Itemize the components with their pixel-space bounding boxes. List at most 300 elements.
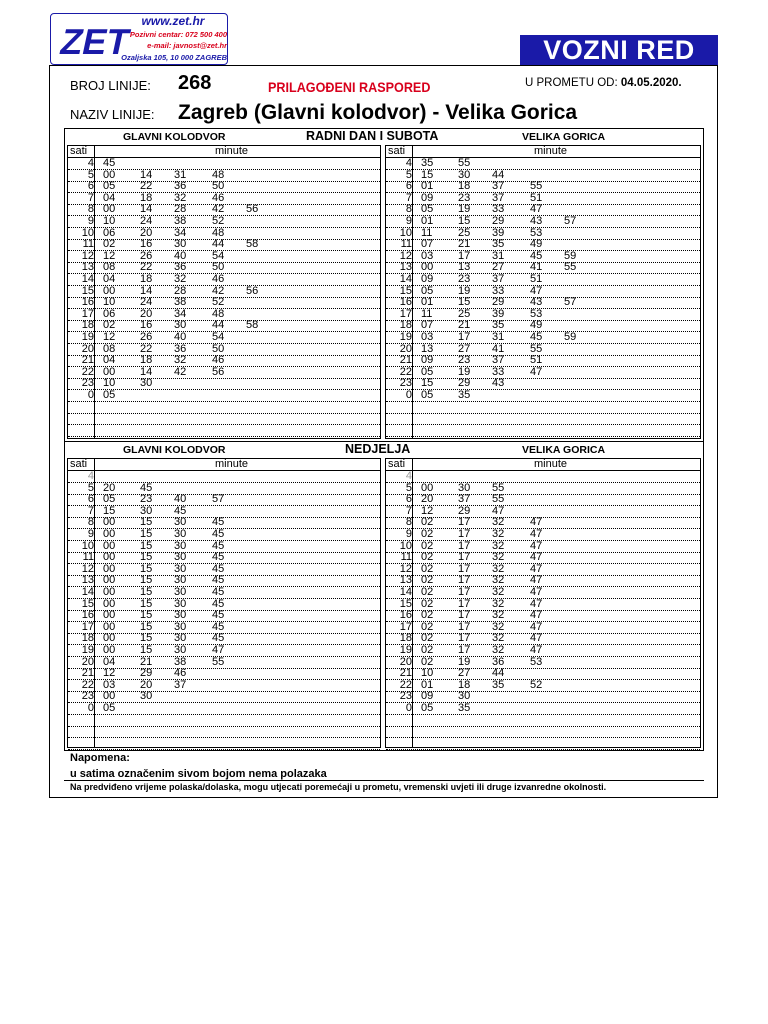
hour-cell: 15 [399, 597, 412, 610]
minute-cell: 09 [421, 354, 434, 367]
minute-cell: 56 [212, 365, 225, 378]
minute-cell: 00 [421, 261, 434, 274]
minute-cell: 30 [174, 620, 187, 633]
minute-cell: 55 [492, 481, 505, 494]
minute-cell: 12 [421, 504, 434, 517]
svg-text:ZET: ZET [56, 21, 134, 62]
minute-cell: 45 [174, 504, 187, 517]
hour-cell: 22 [81, 678, 94, 691]
minute-cell: 22 [140, 180, 153, 193]
minute-cell: 55 [530, 180, 543, 193]
minute-cell: 43 [530, 296, 543, 309]
minute-cell: 00 [103, 284, 116, 297]
hour-cell: 19 [81, 644, 94, 656]
minute-cell: 44 [492, 168, 505, 181]
timetable-row [386, 657, 700, 669]
sunday-title: NEDJELJA [345, 442, 411, 456]
minute-cell: 02 [421, 586, 434, 598]
minute-cell: 15 [140, 597, 153, 610]
minute-cell: 44 [212, 319, 225, 332]
minute-cell: 02 [421, 516, 434, 529]
hour-cell: 15 [81, 284, 94, 297]
minute-cell: 05 [421, 389, 434, 401]
minute-cell: 15 [140, 574, 153, 587]
minutes-column-header: minute [215, 458, 249, 470]
minute-cell: 11 [421, 226, 433, 239]
minute-cell: 33 [492, 365, 505, 378]
timetable-row [386, 575, 700, 587]
minute-cell: 00 [103, 551, 116, 564]
document-title: VOZNI RED [520, 35, 718, 65]
hour-cell: 5 [87, 168, 94, 181]
timetable-row [386, 622, 700, 634]
minute-cell: 55 [212, 655, 225, 668]
minute-cell: 31 [492, 249, 505, 262]
minute-cell: 36 [492, 655, 505, 668]
minute-cell: 45 [103, 157, 116, 169]
minute-cell: 01 [421, 215, 434, 227]
timetable-row [386, 413, 700, 425]
hour-cell: 14 [81, 273, 94, 285]
minute-cell: 22 [140, 261, 153, 274]
timetable-row [386, 517, 700, 529]
minute-cell: 47 [530, 203, 543, 216]
minute-cell: 54 [212, 249, 225, 262]
minute-cell: 46 [212, 273, 225, 285]
minute-cell: 41 [530, 261, 543, 274]
minute-cell: 17 [458, 609, 471, 622]
email-contact[interactable]: e-mail: javnost@zet.hr [147, 41, 227, 50]
minute-cell: 57 [564, 296, 577, 309]
timetable-row [68, 715, 380, 727]
minute-cell: 45 [530, 331, 543, 343]
hour-cell: 14 [399, 586, 412, 598]
hour-cell: 21 [399, 667, 412, 680]
minute-cell: 15 [140, 609, 153, 622]
hour-cell: 5 [405, 481, 412, 494]
hour-cell: 14 [399, 273, 412, 285]
timetable-row [68, 413, 380, 425]
minute-cell: 29 [492, 296, 505, 309]
timetable-row [386, 228, 700, 240]
minute-cell: 23 [458, 273, 471, 285]
minute-cell: 30 [174, 319, 187, 332]
call-center: Pozivni centar: 072 500 400 [129, 30, 227, 39]
hour-cell: 7 [87, 504, 94, 517]
timetable-row [386, 715, 700, 727]
hour-cell: 0 [405, 702, 412, 714]
minute-cell: 15 [140, 632, 153, 645]
minute-cell: 34 [174, 226, 187, 239]
minute-cell: 30 [458, 481, 471, 494]
minute-cell: 50 [212, 261, 225, 274]
minute-cell: 01 [421, 180, 434, 193]
minute-cell: 15 [458, 215, 471, 227]
minute-cell: 05 [103, 702, 116, 714]
minute-cell: 44 [492, 667, 505, 680]
weekday-right-stop: VELIKA GORICA [522, 131, 606, 143]
minute-cell: 18 [140, 191, 153, 204]
minute-cell: 47 [530, 574, 543, 587]
hour-cell: 12 [399, 249, 412, 262]
minute-cell: 21 [458, 238, 471, 251]
hours-column-header: sati [70, 458, 88, 470]
minute-cell: 30 [140, 504, 153, 517]
hours-column-header: sati [388, 458, 406, 470]
sunday-velika-timetable [385, 458, 701, 748]
minute-cell: 17 [458, 632, 471, 645]
hour-cell: 20 [399, 342, 412, 355]
hours-column-header: sati [388, 145, 406, 157]
minute-cell: 10 [103, 215, 116, 227]
minute-cell: 09 [421, 690, 434, 703]
minute-cell: 20 [103, 481, 116, 494]
timetable-row [386, 158, 700, 170]
minute-cell: 42 [212, 203, 225, 216]
timetable-row [386, 552, 700, 564]
minute-cell: 06 [103, 307, 116, 320]
hour-cell: 23 [399, 377, 412, 390]
minute-cell: 31 [492, 331, 505, 343]
minute-cell: 37 [174, 678, 187, 691]
timetable-row [386, 738, 700, 750]
minute-cell: 01 [421, 678, 434, 691]
minute-cell: 30 [174, 562, 187, 575]
hour-cell: 16 [81, 296, 94, 309]
website-url[interactable]: www.zet.hr [141, 14, 205, 28]
minute-cell: 14 [140, 168, 153, 181]
minute-cell: 57 [212, 493, 225, 506]
minute-cell: 00 [103, 690, 116, 703]
minute-cell: 02 [421, 655, 434, 668]
minute-cell: 55 [564, 261, 577, 274]
hour-cell: 6 [87, 180, 94, 193]
timetable-row [386, 610, 700, 622]
minute-cell: 00 [103, 203, 116, 216]
minute-cell: 02 [421, 620, 434, 633]
minute-cell: 32 [492, 609, 505, 622]
minute-cell: 27 [458, 667, 471, 680]
minute-cell: 05 [421, 702, 434, 714]
minute-cell: 45 [212, 539, 225, 552]
timetable-row [386, 170, 700, 182]
hour-cell: 4 [87, 157, 94, 169]
timetable-row [386, 309, 700, 321]
minute-cell: 35 [421, 157, 434, 169]
minute-cell: 47 [530, 516, 543, 529]
minute-cell: 10 [103, 296, 116, 309]
minute-cell: 00 [103, 586, 116, 598]
hour-cell: 11 [400, 551, 412, 564]
timetable-row [386, 297, 700, 309]
minute-cell: 25 [458, 307, 471, 320]
minute-cell: 58 [246, 319, 259, 332]
hour-cell: 6 [405, 493, 412, 506]
line-number: 268 [178, 72, 212, 94]
disclaimer: Na predviđeno vrijeme polaska/dolaska, mogu utjecati poremećaji u prometu, vremenski uvjeti ili druge izvanredne okolnosti. [70, 782, 607, 792]
minute-cell: 57 [564, 215, 577, 227]
minute-cell: 31 [174, 168, 187, 181]
minute-cell: 47 [530, 644, 543, 656]
minute-cell: 45 [212, 620, 225, 633]
sunday-glavni-timetable [67, 458, 381, 748]
minute-cell: 52 [212, 215, 225, 227]
minute-cell: 14 [140, 365, 153, 378]
timetable-row [386, 344, 700, 356]
minute-cell: 38 [174, 655, 187, 668]
minute-cell: 05 [421, 284, 434, 297]
minute-cell: 30 [140, 377, 153, 390]
minute-cell: 02 [103, 319, 116, 332]
hour-cell: 21 [81, 667, 94, 680]
timetable-row [386, 216, 700, 228]
minute-cell: 07 [421, 319, 434, 332]
minute-cell: 19 [458, 284, 471, 297]
minute-cell: 02 [421, 574, 434, 587]
weekday-left-stop: GLAVNI KOLODVOR [123, 131, 226, 143]
minute-cell: 42 [174, 365, 187, 378]
timetable-row [386, 402, 700, 414]
minute-cell: 01 [421, 296, 434, 309]
minutes-column-header: minute [215, 145, 249, 157]
minute-cell: 47 [492, 504, 505, 517]
hour-cell: 15 [81, 597, 94, 610]
timetable-row [386, 506, 700, 518]
minute-cell: 05 [421, 203, 434, 216]
minute-cell: 15 [140, 528, 153, 540]
minute-cell: 30 [174, 644, 187, 656]
timetable-row [386, 726, 700, 738]
minute-cell: 37 [458, 493, 471, 506]
minute-cell: 52 [212, 296, 225, 309]
minute-cell: 15 [140, 551, 153, 564]
notes-label: Napomena: [70, 752, 130, 764]
timetable-row [68, 726, 380, 738]
minute-cell: 28 [174, 284, 187, 297]
minute-cell: 30 [174, 238, 187, 251]
minute-cell: 02 [421, 551, 434, 564]
minute-cell: 15 [421, 377, 434, 390]
hour-cell: 8 [405, 203, 412, 216]
hour-cell: 20 [399, 655, 412, 668]
minute-cell: 45 [212, 516, 225, 529]
minute-cell: 45 [212, 609, 225, 622]
hour-cell: 17 [399, 307, 412, 320]
minute-cell: 59 [564, 331, 577, 343]
hour-cell: 22 [399, 678, 412, 691]
timetable-row [68, 703, 380, 715]
timetable-row [68, 738, 380, 750]
minute-cell: 53 [530, 226, 543, 239]
minute-cell: 18 [458, 180, 471, 193]
minute-cell: 00 [103, 644, 116, 656]
hour-cell: 14 [81, 586, 94, 598]
valid-from [525, 77, 682, 89]
minute-cell: 30 [174, 551, 187, 564]
minute-cell: 13 [458, 261, 471, 274]
minute-cell: 47 [530, 562, 543, 575]
hour-cell: 7 [405, 504, 412, 517]
minute-cell: 00 [103, 620, 116, 633]
sunday-left-stop: GLAVNI KOLODVOR [123, 444, 226, 456]
address: Ozaljska 105, 10 000 ZAGREB [121, 53, 227, 62]
minute-cell: 45 [212, 597, 225, 610]
timetable-row [386, 204, 700, 216]
minute-cell: 10 [421, 667, 434, 680]
minute-cell: 30 [174, 586, 187, 598]
hour-cell: 13 [399, 574, 412, 587]
hour-cell: 5 [405, 168, 412, 181]
minute-cell: 24 [140, 296, 153, 309]
minute-cell: 15 [140, 586, 153, 598]
gray-hours-note: u satima označenim sivom bojom nema polazaka [70, 768, 327, 780]
hour-cell: 8 [405, 516, 412, 529]
minute-cell: 17 [458, 562, 471, 575]
timetable-row [386, 320, 700, 332]
minute-cell: 47 [530, 365, 543, 378]
timetable-row [386, 633, 700, 645]
minute-cell: 26 [140, 331, 153, 343]
hour-cell: 21 [81, 354, 94, 367]
timetable-row [386, 668, 700, 680]
minute-cell: 44 [212, 238, 225, 251]
minute-cell: 20 [421, 493, 434, 506]
minute-cell: 51 [530, 273, 543, 285]
minute-cell: 36 [174, 180, 187, 193]
hour-cell: 4 [405, 157, 412, 169]
timetable-row [386, 367, 700, 379]
hour-cell: 23 [81, 690, 94, 703]
hour-cell: 11 [82, 238, 94, 251]
hour-cell: 0 [87, 389, 94, 401]
minute-cell: 32 [492, 620, 505, 633]
minute-cell: 00 [103, 632, 116, 645]
minute-cell: 55 [458, 157, 471, 169]
minute-cell: 45 [212, 574, 225, 587]
hour-cell: 0 [87, 702, 94, 714]
minute-cell: 22 [140, 342, 153, 355]
minute-cell: 30 [174, 516, 187, 529]
minute-cell: 23 [140, 493, 153, 506]
minute-cell: 29 [458, 504, 471, 517]
minute-cell: 17 [458, 597, 471, 610]
hour-cell: 4 [87, 470, 94, 482]
timetable-header [68, 459, 380, 471]
minute-cell: 11 [421, 307, 433, 320]
minute-cell: 59 [564, 249, 577, 262]
minute-cell: 26 [140, 249, 153, 262]
minute-cell: 30 [174, 539, 187, 552]
hour-cell: 9 [87, 215, 94, 227]
minute-cell: 36 [174, 342, 187, 355]
timetable-header [386, 146, 700, 158]
timetable-row [386, 251, 700, 263]
minute-cell: 10 [103, 377, 116, 390]
minute-cell: 17 [458, 528, 471, 540]
timetable-row [386, 494, 700, 506]
minute-cell: 47 [530, 586, 543, 598]
minute-cell: 20 [140, 678, 153, 691]
hour-cell: 10 [399, 226, 412, 239]
minute-cell: 47 [530, 528, 543, 540]
minute-cell: 17 [458, 516, 471, 529]
hour-cell: 23 [81, 377, 94, 390]
hour-cell: 19 [399, 331, 412, 343]
minute-cell: 40 [174, 249, 187, 262]
minute-cell: 32 [492, 551, 505, 564]
hour-cell: 16 [399, 296, 412, 309]
minute-cell: 15 [140, 539, 153, 552]
hour-cell: 11 [400, 238, 412, 251]
timetable-row [386, 599, 700, 611]
minute-cell: 58 [246, 238, 259, 251]
minute-cell: 00 [103, 168, 116, 181]
timetable-row [68, 402, 380, 414]
hour-cell: 16 [399, 609, 412, 622]
valid-from-date: 04.05.2020. [620, 77, 682, 89]
minute-cell: 00 [103, 365, 116, 378]
minute-cell: 08 [103, 342, 116, 355]
minute-cell: 47 [530, 609, 543, 622]
minute-cell: 36 [174, 261, 187, 274]
minute-cell: 15 [140, 620, 153, 633]
timetable-row [386, 286, 700, 298]
minute-cell: 03 [421, 331, 434, 343]
hour-cell: 18 [81, 632, 94, 645]
minute-cell: 27 [458, 342, 471, 355]
timetable-row [386, 680, 700, 692]
minute-cell: 30 [458, 168, 471, 181]
minute-cell: 49 [530, 238, 543, 251]
minute-cell: 32 [492, 539, 505, 552]
minute-cell: 45 [212, 528, 225, 540]
minute-cell: 15 [103, 504, 116, 517]
timetable-row [386, 274, 700, 286]
timetable-row [386, 425, 700, 437]
minute-cell: 56 [246, 284, 259, 297]
minute-cell: 32 [492, 632, 505, 645]
minute-cell: 42 [212, 284, 225, 297]
minute-cell: 34 [174, 307, 187, 320]
hour-cell: 17 [81, 620, 94, 633]
minute-cell: 24 [140, 215, 153, 227]
timetable-row [386, 529, 700, 541]
minute-cell: 43 [530, 215, 543, 227]
minute-cell: 19 [458, 365, 471, 378]
minute-cell: 38 [174, 215, 187, 227]
minute-cell: 00 [103, 528, 116, 540]
minute-cell: 45 [212, 586, 225, 598]
minute-cell: 09 [421, 273, 434, 285]
hour-cell: 18 [399, 632, 412, 645]
weekday-velika-timetable [385, 145, 701, 439]
minute-cell: 17 [458, 574, 471, 587]
minute-cell: 29 [458, 377, 471, 390]
hour-cell: 4 [405, 470, 412, 482]
minute-cell: 33 [492, 284, 505, 297]
hour-cell: 19 [399, 644, 412, 656]
timetable-row [386, 483, 700, 495]
minute-cell: 50 [212, 342, 225, 355]
minute-cell: 00 [103, 574, 116, 587]
hour-cell: 10 [81, 226, 94, 239]
minute-cell: 50 [212, 180, 225, 193]
hour-cell: 12 [399, 562, 412, 575]
minute-cell: 17 [458, 249, 471, 262]
hour-cell: 6 [87, 493, 94, 506]
minute-cell: 32 [174, 191, 187, 204]
hour-cell: 13 [399, 261, 412, 274]
